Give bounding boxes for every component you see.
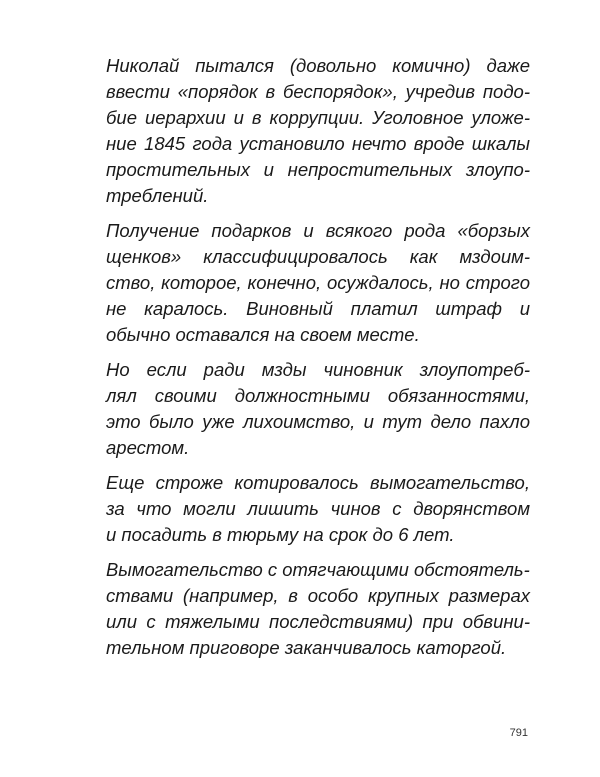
text-line: это было уже лихоимство, и тут дело пахло <box>106 411 530 432</box>
text-line: щенков» классифицировалось как мздоим- <box>106 246 530 267</box>
text-line: простительных и непростительных злоупо- <box>106 159 530 180</box>
paragraph-2 <box>106 218 530 348</box>
text-line: не каралось. Виновный платил штраф и <box>106 298 530 319</box>
paragraph-3 <box>106 357 530 461</box>
text-line: Николай пытался (довольно комично) даже <box>106 55 530 76</box>
page-number: 791 <box>509 727 528 739</box>
text-line: Но если ради мзды чиновник злоупотреб- <box>106 359 530 380</box>
text-line: ство, которое, конечно, осуждалось, но строго <box>106 272 530 293</box>
text-line: тельном приговоре заканчивалось каторгой. <box>106 637 507 658</box>
text-line: ние 1845 года установило нечто вроде шкалы <box>106 133 530 154</box>
text-line: арестом. <box>106 437 190 458</box>
paragraph-5 <box>106 557 530 661</box>
text-line: обычно оставался на своем месте. <box>106 324 420 345</box>
text-line: Вымогательство с отягчающими обстоятель- <box>106 559 530 580</box>
body-text <box>106 53 530 670</box>
text-line: Еще строже котировалось вымогательство, <box>106 472 530 493</box>
text-line: или с тяжелыми последствиями) при обвини- <box>106 611 530 632</box>
text-line: за что могли лишить чинов с дворянством <box>106 498 530 519</box>
text-line: Получение подарков и всякого рода «борзых <box>106 220 530 241</box>
text-line: лял своими должностными обязанностями, <box>106 385 530 406</box>
paragraph-1 <box>106 53 530 209</box>
text-line: треблений. <box>106 185 209 206</box>
text-line: ствами (например, в особо крупных размерах <box>106 585 530 606</box>
text-line: и посадить в тюрьму на срок до 6 лет. <box>106 524 455 545</box>
paragraph-4 <box>106 470 530 548</box>
text-line: ввести «порядок в беспорядок», учредив подо- <box>106 81 530 102</box>
text-line: бие иерархии и в коррупции. Уголовное уложе- <box>106 107 530 128</box>
